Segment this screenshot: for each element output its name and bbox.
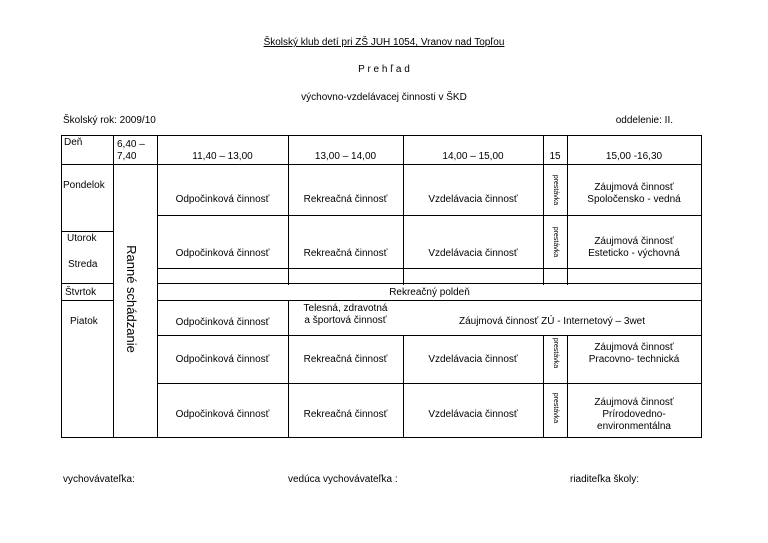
header-time-3: 14,00 – 15,00 [442,151,504,162]
header-time-morning-end: 7,40 [117,151,137,162]
header-time-4: 15 [549,151,561,162]
day-tuesday: Utorok [67,233,97,244]
cell-recreation: Rekreačná činnosť [303,194,388,205]
cell-education: Vzdelávacia činnosť [428,409,518,420]
cell-recreation-afternoon: Rekreačný poldeň [389,287,470,298]
cell-education: Vzdelávacia činnosť [428,194,518,205]
cell-sport-line-1: Telesná, zdravotná [303,303,388,314]
cell-interest-type-2: environmentálna [597,421,671,432]
school-year: Školský rok: 2009/10 [63,115,156,126]
cell-rest: Odpočinková činnosť [175,317,270,328]
table-line [157,283,702,284]
cell-recreation: Rekreačná činnosť [303,248,388,259]
table-line [157,383,702,384]
cell-rest: Odpočinková činnosť [175,248,270,259]
day-thursday: Štvrtok [65,287,97,298]
table-line [403,335,404,438]
header-time-5: 15,00 -16,30 [605,151,663,162]
day-friday: Piatok [70,316,98,327]
break-label: prestávka [552,337,559,369]
cell-interest: Záujmová činnosť [594,236,674,247]
cell-interest: Záujmová činnosť [594,342,674,353]
table-line [61,300,113,301]
header-time-1: 11,40 – 13,00 [192,151,253,162]
document-title: Školský klub detí pri ZŠ JUH 1054, Vranov nad Topľou [263,37,505,48]
department: oddelenie: II. [615,115,673,126]
cell-sport-line-2: a športová činnosť [304,315,387,326]
header-time-2: 13,00 – 14,00 [314,151,377,162]
table-line [61,283,113,284]
table-line [113,135,114,438]
table-line [61,135,62,438]
cell-rest: Odpočinková činnosť [175,194,270,205]
table-line [157,300,702,301]
break-label: prestávka [552,174,559,206]
cell-interest: Záujmová činnosť [594,182,674,193]
table-line [157,215,702,216]
table-line [543,335,544,438]
header-time-morning-start: 6,40 – [117,139,145,150]
cell-interest-type: Esteticko - výchovná [588,248,680,259]
break-label: prestávka [552,392,559,424]
day-wednesday: Streda [68,259,98,270]
cell-education: Vzdelávacia činnosť [428,248,518,259]
table-line [61,231,113,232]
document-subtitle: P r e h ľ a d [358,64,410,75]
cell-education: Vzdelávacia činnosť [428,354,518,365]
morning-gathering-label: Ranné schádzanie [124,245,139,353]
cell-internet-club: Záujmová činnosť ZÚ - Internetový – 3wet [458,316,646,327]
table-line [157,268,702,269]
cell-interest: Záujmová činnosť [594,397,674,408]
signature-teacher: vychovávateľka: [63,474,135,485]
break-label: prestávka [552,226,559,258]
cell-interest-type: Spoločensko - vedná [587,194,681,205]
table-line [157,335,702,336]
document-subtitle-2: výchovno-vzdelávacej činnosti v ŠKD [301,92,467,103]
cell-interest-type: Pracovno- technická [588,354,680,365]
cell-rest: Odpočinková činnosť [175,409,270,420]
header-day: Deň [64,137,83,148]
cell-recreation: Rekreačná činnosť [303,409,388,420]
day-monday: Pondelok [63,180,105,191]
signature-principal: riaditeľka školy: [570,474,640,485]
signature-head-teacher: vedúca vychovávateľka : [288,474,398,485]
cell-interest-type: Prírodovedno- [602,409,666,420]
cell-rest: Odpočinková činnosť [175,354,270,365]
cell-recreation: Rekreačná činnosť [303,354,388,365]
